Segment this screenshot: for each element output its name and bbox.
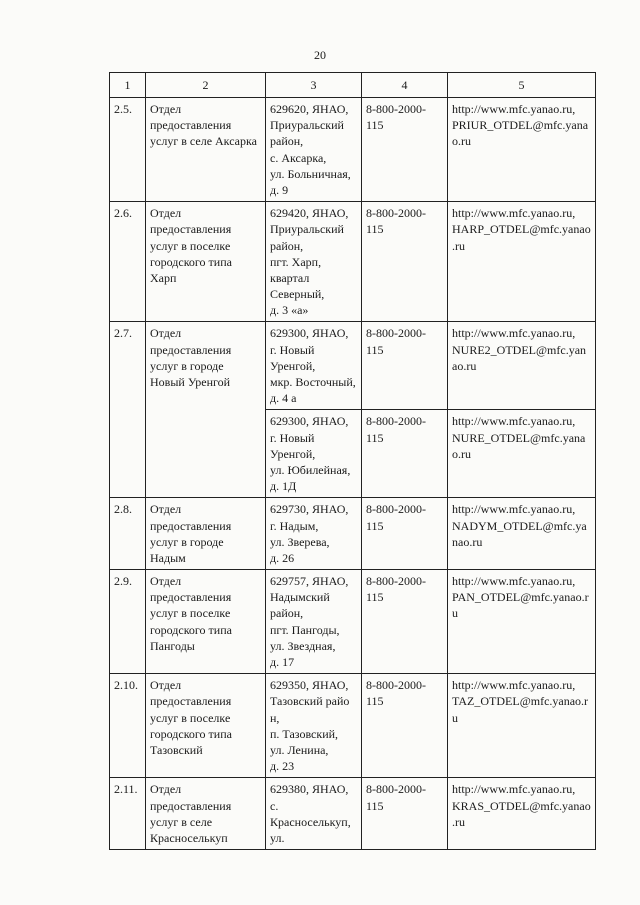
office-contact: http://www.mfc.yanao.ru, TAZ_OTDEL@mfc.yanao.r u <box>448 674 596 778</box>
table-row <box>110 570 596 674</box>
row-number: 2.5. <box>110 98 146 202</box>
office-contact: http://www.mfc.yanao.ru, HARP_OTDEL@mfc.yanao .ru <box>448 202 596 322</box>
page-number: 20 <box>314 48 326 62</box>
office-phone: 8-800-2000- 115 <box>362 498 448 570</box>
header-col-1: 1 <box>110 73 146 98</box>
office-contact: http://www.mfc.yanao.ru, PAN_OTDEL@mfc.yanao.r u <box>448 570 596 674</box>
office-phone: 8-800-2000- 115 <box>362 570 448 674</box>
office-name: Отдел предоставления услуг в поселке городского типа Тазовский <box>146 674 266 778</box>
office-phone: 8-800-2000- 115 <box>362 778 448 850</box>
table-row <box>110 778 596 850</box>
office-name: Отдел предоставления услуг в селе Аксарка <box>146 98 266 202</box>
row-number: 2.8. <box>110 498 146 570</box>
row-number: 2.9. <box>110 570 146 674</box>
office-address: 629300, ЯНАО, г. Новый Уренгой, ул. Юбилейная, д. 1Д <box>266 410 362 498</box>
office-name: Отдел предоставления услуг в городе Новый Уренгой <box>146 322 266 498</box>
table-row <box>110 498 596 570</box>
office-address: 629300, ЯНАО, г. Новый Уренгой, мкр. Восточный, д. 4 а <box>266 322 362 410</box>
office-name: Отдел предоставления услуг в городе Надым <box>146 498 266 570</box>
header-col-2: 2 <box>146 73 266 98</box>
header-row <box>110 73 596 98</box>
office-contact: http://www.mfc.yanao.ru, NURE_OTDEL@mfc.yana o.ru <box>448 410 596 498</box>
office-address: 629350, ЯНАО, Тазовский район, п. Тазовский, ул. Ленина, д. 23 <box>266 674 362 778</box>
office-address: 629620, ЯНАО, Приуральский район, с. Аксарка, ул. Больничная, д. 9 <box>266 98 362 202</box>
header-col-4: 4 <box>362 73 448 98</box>
office-phone: 8-800-2000- 115 <box>362 202 448 322</box>
row-number: 2.11. <box>110 778 146 850</box>
header-col-3: 3 <box>266 73 362 98</box>
office-contact: http://www.mfc.yanao.ru, KRAS_OTDEL@mfc.yanao .ru <box>448 778 596 850</box>
office-name: Отдел предоставления услуг в поселке городского типа Пангоды <box>146 570 266 674</box>
office-address: 629380, ЯНАО, с. Красноселькуп, ул. <box>266 778 362 850</box>
office-contact: http://www.mfc.yanao.ru, NADYM_OTDEL@mfc.ya nao.ru <box>448 498 596 570</box>
row-number: 2.6. <box>110 202 146 322</box>
offices-table <box>109 72 596 850</box>
table-row <box>110 98 596 202</box>
office-phone: 8-800-2000- 115 <box>362 674 448 778</box>
office-contact: http://www.mfc.yanao.ru, NURE2_OTDEL@mfc.yan ao.ru <box>448 322 596 410</box>
table-row <box>110 674 596 778</box>
office-name: Отдел предоставления услуг в селе Красноселькуп <box>146 778 266 850</box>
office-address: 629420, ЯНАО, Приуральский район, пгт. Харп, квартал Северный, д. 3 «а» <box>266 202 362 322</box>
row-number: 2.10. <box>110 674 146 778</box>
table-row <box>110 322 596 410</box>
office-contact: http://www.mfc.yanao.ru, PRIUR_OTDEL@mfc.yana o.ru <box>448 98 596 202</box>
office-address: 629757, ЯНАО, Надымский район, пгт. Пангоды, ул. Звездная, д. 17 <box>266 570 362 674</box>
row-number: 2.7. <box>110 322 146 498</box>
office-name: Отдел предоставления услуг в поселке городского типа Харп <box>146 202 266 322</box>
office-address: 629730, ЯНАО, г. Надым, ул. Зверева, д. 26 <box>266 498 362 570</box>
table-row <box>110 202 596 322</box>
office-phone: 8-800-2000- 115 <box>362 322 448 410</box>
office-phone: 8-800-2000- 115 <box>362 98 448 202</box>
office-phone: 8-800-2000- 115 <box>362 410 448 498</box>
header-col-5: 5 <box>448 73 596 98</box>
